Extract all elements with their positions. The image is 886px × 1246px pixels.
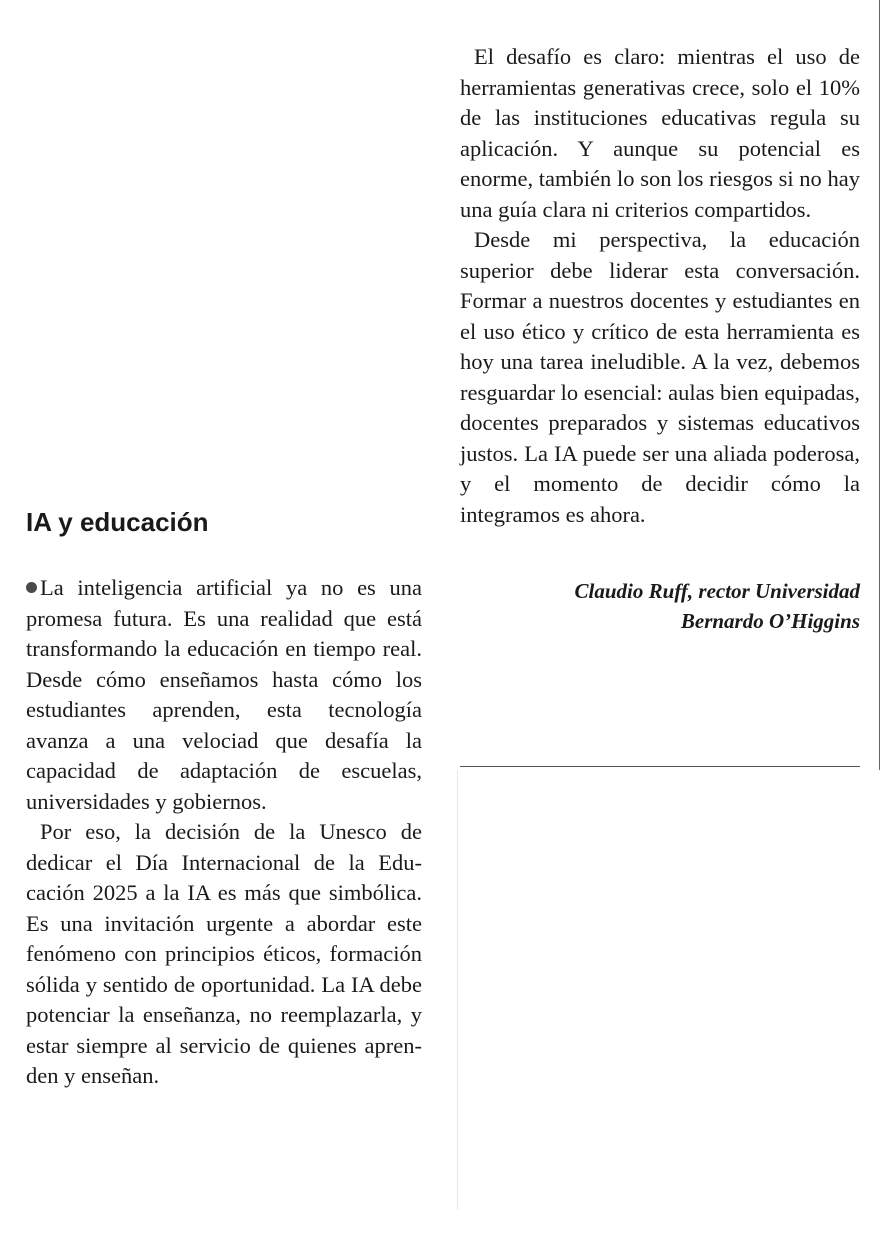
author-affiliation-line: Bernardo O’Higgins (680, 609, 860, 633)
article-paragraph-4: Desde mi perspectiva, la educación superior debe liderar esta conversación. Formar a nuestros docentes y estudiantes en el uso ético y crítico de esta herramienta es hoy una tarea ineludible. A la vez, debemos resguardar lo esencial: aulas bien equipadas, docentes preparados y sistemas educativos justos. La IA puede ser una aliada poderosa, y el momento de decidir cómo la integramos es ahora. (460, 227, 860, 527)
section-divider (460, 766, 860, 767)
author-signature (460, 576, 860, 636)
left-column (26, 505, 422, 1092)
page-edge-line (879, 0, 880, 770)
article-paragraph-1 (26, 573, 422, 817)
column-gutter-line (457, 770, 458, 1210)
article-paragraph-3: El desafío es claro: mientras el uso de herramientas generativas crece, solo el 10% de las instituciones educativas regula su aplicación. Y aunque su potencial es enorme, también lo son los riesgos si no hay una guía clara ni criterios compartidos. (460, 44, 860, 222)
bullet-icon (26, 582, 37, 593)
article-headline: IA y educación (26, 507, 209, 537)
paragraph-text: La inteligencia artificial ya no es una promesa futura. Es una realidad que está transformando la educación en tiempo real. Desde cómo enseñamos hasta cómo los estudiantes aprenden, esta tecnología avanza a una velociad que desafía la capacidad de adaptación de escuelas, universidades y gobiernos. (26, 575, 422, 814)
right-column (460, 42, 860, 636)
article-paragraph-2: Por eso, la decisión de la Unesco de dedicar el Día Internacional de la Educación 2025 a la IA es más que simbólica. Es una invitación urgente a abordar este fenómeno con principios éticos, formación sólida y sentido de oportunidad. La IA debe potenciar la enseñanza, no reemplazarla, y estar siempre al servicio de quienes aprenden y enseñan. (26, 819, 422, 1088)
author-name-line: Claudio Ruff, rector Universidad (574, 579, 860, 603)
